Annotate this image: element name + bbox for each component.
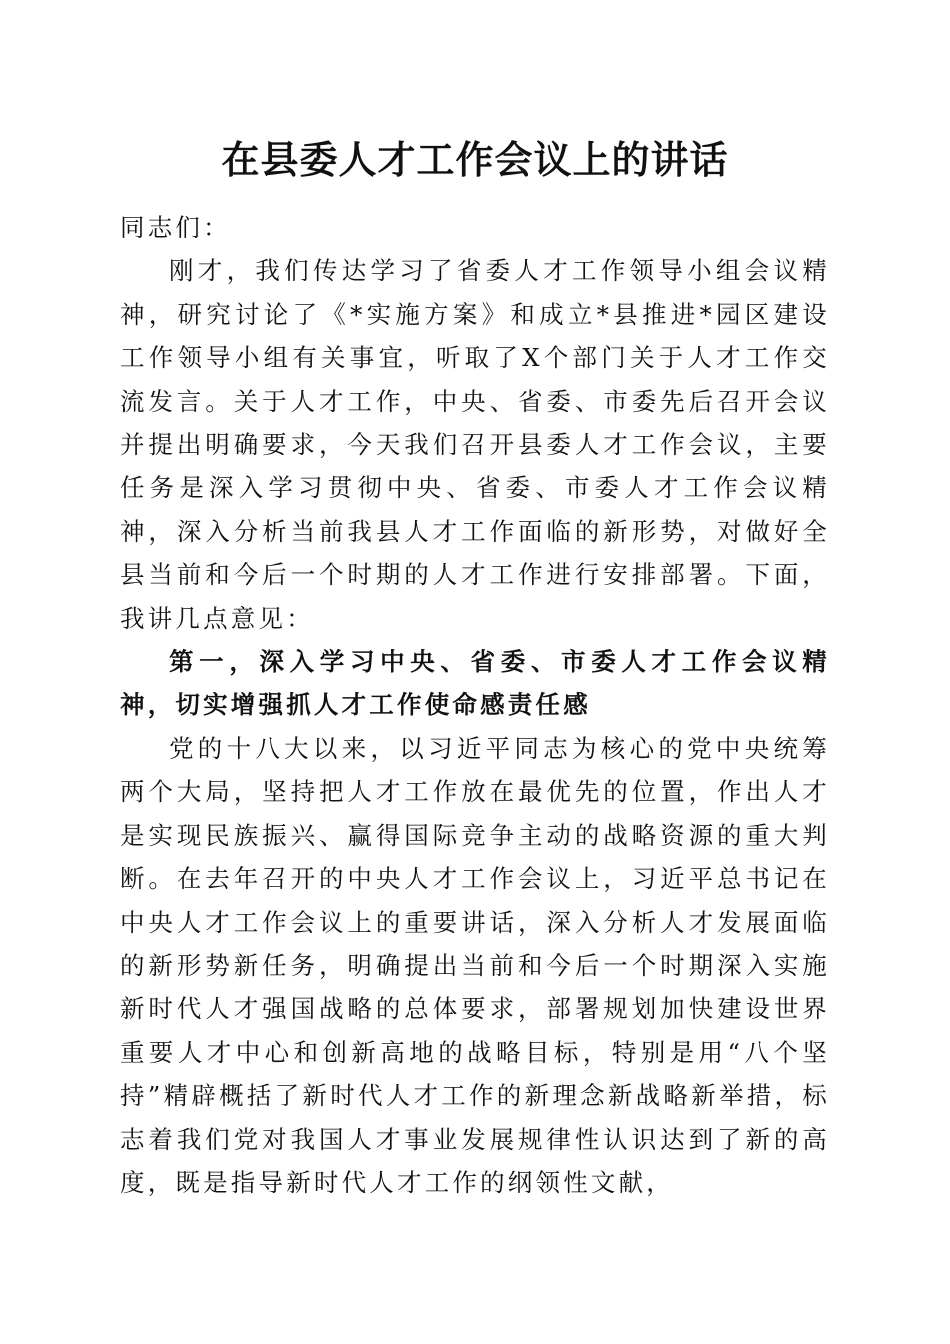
salutation: 同志们： xyxy=(120,213,231,242)
document-body xyxy=(120,206,830,1204)
section-heading-one: 第一，深入学习中央、省委、市委人才工作会议精神，切实增强抓人才工作使命感责任感 xyxy=(120,647,830,720)
paragraph-section-one: 党的十八大以来，以习近平同志为核心的党中央统筹两个大局，坚持把人才工作放在最优先的位置，作出人才是实现民族振兴、赢得国际竞争主动的战略资源的重大判断。在去年召开的中央人才工作会议上，习近平总书记在中央人才工作会议上的重要讲话，深入分析人才发展面临的新形势新任务，明确提出当前和今后一个时期深入实施新时代人才强国战略的总体要求，部署规划加快建设世界重要人才中心和创新高地的战略目标，特别是用“八个坚持”精辟概括了新时代人才工作的新理念新战略新举措，标志着我们党对我国人才事业发展规律性认识达到了新的高度，既是指导新时代人才工作的纲领性文献， xyxy=(120,733,830,1197)
paragraph-intro: 刚才，我们传达学习了省委人才工作领导小组会议精神，研究讨论了《*实施方案》和成立*县推进*园区建设工作领导小组有关事宜，听取了X个部门关于人才工作交流发言。关于人才工作，中央、省委、市委先后召开会议并提出明确要求，今天我们召开县委人才工作会议，主要任务是深入学习贯彻中央、省委、市委人才工作会议精神，深入分析当前我县人才工作面临的新形势，对做好全县当前和今后一个时期的人才工作进行安排部署。下面，我讲几点意见： xyxy=(120,256,830,633)
document-title: 在县委人才工作会议上的讲话 xyxy=(221,137,729,182)
